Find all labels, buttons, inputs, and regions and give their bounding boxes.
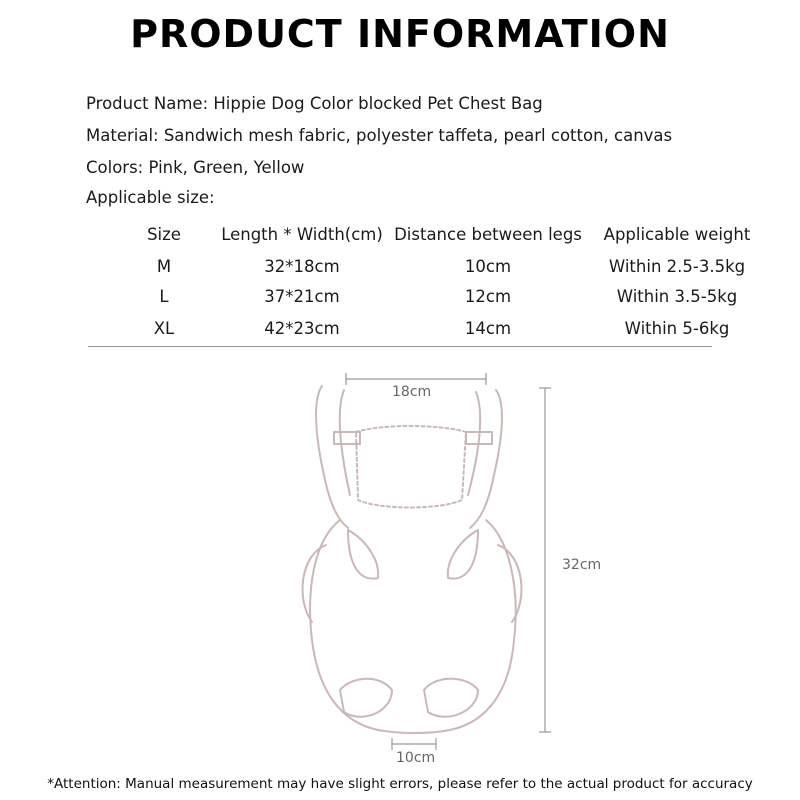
product-name: Product Name: Hippie Dog Color blocked Pet Chest Bag [86,94,543,113]
table-cell: 12cm [464,287,512,306]
height-label: 32cm [562,557,602,573]
page-title: PRODUCT INFORMATION [130,12,670,56]
table-cell: 42*23cm [264,319,340,338]
table-cell: 14cm [464,319,512,338]
table-header-dimensions: Length * Width(cm) [221,225,383,244]
left-strap-inner [340,390,350,495]
table-cell: Within 3.5-5kg [616,287,738,306]
colors: Colors: Pink, Green, Yellow [86,158,305,177]
table-cell: Within 5-6kg [624,319,730,338]
table-cell: 32*18cm [264,257,340,276]
table-cell: Within 2.5-3.5kg [608,257,746,276]
width-label: 18cm [392,384,432,400]
legs-label: 10cm [396,750,436,766]
table-cell: 10cm [464,257,512,276]
table-header-weight: Applicable weight [603,225,751,244]
table-header-legs: Distance between legs [394,225,582,244]
mesh-panel [356,426,466,508]
applicable-size-label: Applicable size: [86,188,215,207]
left-leg-hole [348,530,378,579]
bottom-left-hole [340,679,392,717]
material: Material: Sandwich mesh fabric, polyester taffeta, pearl cotton, canvas [86,126,673,145]
table-cell: M [156,257,172,276]
table-cell: 37*21cm [264,287,340,306]
table-cell: XL [153,319,175,338]
attention-note: *Attention: Manual measurement may have slight errors, please refer to the actual product for accuracy [47,776,753,792]
left-handle [303,545,326,622]
table-header-size: Size [147,225,181,244]
right-handle [498,545,521,622]
bottom-right-hole [424,679,478,717]
right-strap-outline [470,390,502,528]
table-cell: L [159,287,169,306]
bag-body [310,520,516,733]
right-leg-hole [448,530,478,579]
